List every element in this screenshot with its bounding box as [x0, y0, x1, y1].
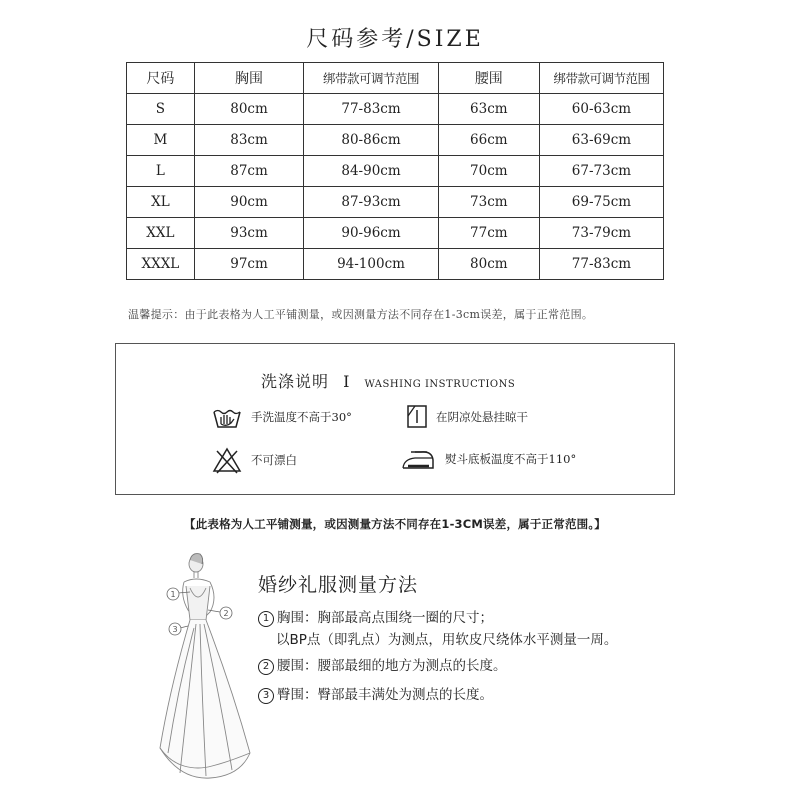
- measure-text: 腰部最细的地方为测点的长度。: [317, 658, 507, 674]
- cell-size: S: [127, 94, 195, 125]
- cell-size: XL: [127, 187, 195, 218]
- washing-title: [261, 369, 515, 392]
- wash-item-iron: [399, 446, 576, 472]
- header-waist: 腰围: [438, 63, 539, 94]
- washing-title-separator: I: [343, 372, 351, 391]
- measure-text: 以BP点（即乳点）为测点，用软皮尺绕体水平测量一周。: [276, 632, 618, 648]
- wash-item-no-bleach: [211, 446, 297, 474]
- cell-waist-range: 69-75cm: [539, 187, 663, 218]
- header-waist-adjustable: 绑带款可调节范围: [539, 63, 663, 94]
- cell-waist: 66cm: [438, 125, 539, 156]
- cell-size: XXXL: [127, 249, 195, 280]
- cell-bust: 87cm: [194, 156, 303, 187]
- iron-icon: [399, 446, 437, 472]
- washing-title-en: WASHING INSTRUCTIONS: [364, 379, 516, 390]
- cell-waist: 80cm: [438, 249, 539, 280]
- cell-waist-range: 63-69cm: [539, 125, 663, 156]
- wash-item-text: 在阴凉处悬挂晾干: [436, 410, 528, 424]
- table-row: [127, 125, 664, 156]
- measure-item-hip: [258, 683, 493, 704]
- measure-text: 胸部最高点围绕一圈的尺寸；: [317, 610, 493, 626]
- cell-waist-range: 73-79cm: [539, 218, 663, 249]
- washing-instructions-box: [115, 343, 675, 495]
- cell-bust-range: 90-96cm: [304, 218, 439, 249]
- measurement-error-note: 【此表格为人工平铺测量，或因测量方法不同存在1-3CM误差，属于正常范围。】: [183, 517, 606, 531]
- measure-label: 腰围：: [277, 658, 318, 674]
- measure-text: 臀部最丰满处为测点的长度。: [317, 687, 493, 703]
- measure-item-bust: [258, 606, 493, 627]
- number-badge: 2: [258, 659, 274, 675]
- cell-waist: 73cm: [438, 187, 539, 218]
- line-dry-shade-icon: [406, 404, 428, 430]
- wash-item-text: 手洗温度不高于30°: [251, 410, 352, 424]
- figure-marker-1: 1: [170, 590, 176, 599]
- cell-size: L: [127, 156, 195, 187]
- cell-bust: 93cm: [194, 218, 303, 249]
- measure-label: 胸围：: [277, 610, 318, 626]
- dress-figure-illustration: [140, 548, 260, 788]
- figure-marker-2: 2: [223, 609, 229, 618]
- cell-bust: 97cm: [194, 249, 303, 280]
- number-badge: 1: [258, 611, 274, 627]
- cell-size: M: [127, 125, 195, 156]
- cell-waist: 77cm: [438, 218, 539, 249]
- cell-waist: 70cm: [438, 156, 539, 187]
- header-bust-adjustable: 绑带款可调节范围: [304, 63, 439, 94]
- wash-item-line-dry: [406, 404, 528, 430]
- cell-bust-range: 87-93cm: [304, 187, 439, 218]
- table-header-row: [127, 63, 664, 94]
- washing-title-cn: 洗涤说明: [261, 372, 330, 391]
- measure-label: 臀围：: [277, 687, 318, 703]
- measure-item-waist: [258, 654, 507, 675]
- measurement-title: 婚纱礼服测量方法: [258, 574, 419, 596]
- cell-bust: 80cm: [194, 94, 303, 125]
- table-row: [127, 218, 664, 249]
- wash-item-text: 不可漂白: [251, 453, 297, 467]
- wash-item-hand-wash: [211, 404, 352, 430]
- cell-waist-range: 77-83cm: [539, 249, 663, 280]
- wash-item-text: 熨斗底板温度不高于110°: [445, 452, 577, 466]
- number-badge: 3: [258, 688, 274, 704]
- cell-size: XXL: [127, 218, 195, 249]
- measure-item-bust-detail: [276, 628, 617, 648]
- cell-bust: 90cm: [194, 187, 303, 218]
- cell-bust-range: 77-83cm: [304, 94, 439, 125]
- cell-bust-range: 80-86cm: [304, 125, 439, 156]
- no-bleach-icon: [211, 446, 243, 474]
- figure-marker-3: 3: [172, 625, 178, 634]
- table-row: [127, 94, 664, 125]
- header-bust: 胸围: [194, 63, 303, 94]
- table-row: [127, 156, 664, 187]
- cell-bust-range: 84-90cm: [304, 156, 439, 187]
- size-table: [126, 62, 664, 280]
- cell-waist-range: 60-63cm: [539, 94, 663, 125]
- table-row: [127, 249, 664, 280]
- cell-bust: 83cm: [194, 125, 303, 156]
- cell-bust-range: 94-100cm: [304, 249, 439, 280]
- page-title: 尺码参考/SIZE: [306, 27, 484, 52]
- cell-waist: 63cm: [438, 94, 539, 125]
- table-row: [127, 187, 664, 218]
- header-size: 尺码: [127, 63, 195, 94]
- hand-wash-icon: [211, 404, 243, 430]
- measurement-tip: 温馨提示：由于此表格为人工平铺测量，或因测量方法不同存在1-3cm误差，属于正常范围。: [128, 308, 594, 321]
- cell-waist-range: 67-73cm: [539, 156, 663, 187]
